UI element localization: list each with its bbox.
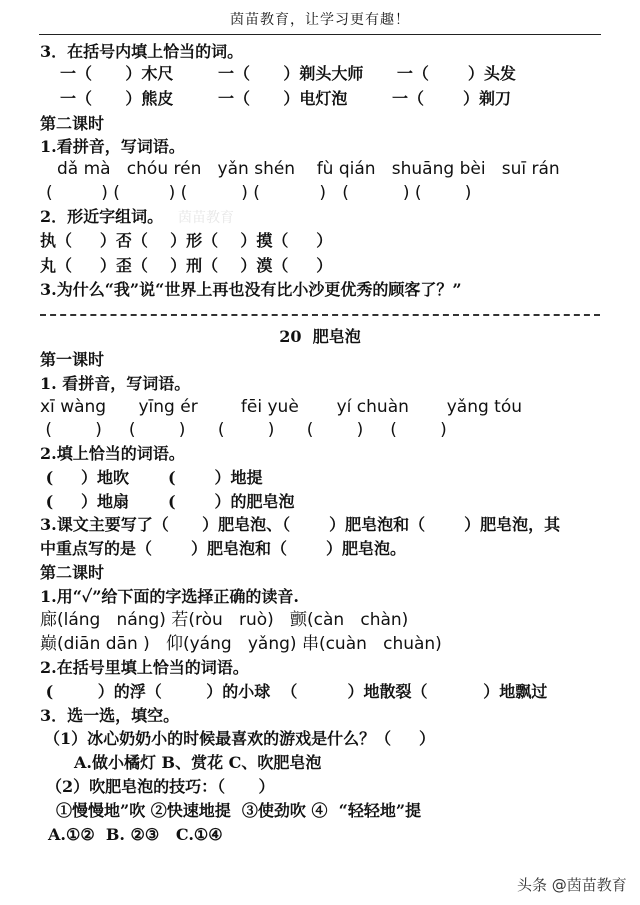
- pinyin-question-title: 1.看拼音，写词语。: [40, 137, 185, 156]
- fill-words-row-1: ( ）地吹 ( ）地提: [40, 468, 263, 487]
- question-3-row-2: 一（ ）熊皮 一（ ）电灯泡 一（ ）剃刀: [60, 89, 511, 108]
- pronunciation-title: 1.用“✓”给下面的字选择正确的读音.: [40, 587, 300, 606]
- pinyin-words: xī wàng yīng ér fēi yuè yí chuàn yǎng tóu: [40, 397, 523, 417]
- choose-sub-1-options: A.做小橘灯 B、赏花 C、吹肥皂泡: [74, 753, 322, 772]
- choose-sub-1: （1）冰心奶奶小的时候最喜欢的游戏是什么？（ ）: [44, 729, 435, 748]
- source-watermark: 头条 @茵苗教育: [517, 876, 627, 894]
- lesson-title: 20 肥皂泡: [279, 327, 361, 346]
- pinyin-answer-blanks: ( ) ( ) ( ) ( ) ( ): [40, 420, 447, 440]
- fill-words-title: 2.填上恰当的词语。: [40, 444, 185, 463]
- open-question: 3.为什么“我”说“世界上再也没有比小沙更优秀的顾客了？”: [40, 280, 462, 299]
- pronunciation-row-2: 巅(diān dān ) 仰(yáng yǎng) 串(cuàn chuàn): [40, 634, 442, 654]
- header-slogan: 茵苗教育，让学习更有趣！: [230, 12, 410, 28]
- choose-sub-2: （2）吹肥皂泡的技巧：（ ）: [46, 777, 275, 796]
- similar-chars-title: 2．形近字组词。: [40, 207, 164, 226]
- pinyin-question-title: 1. 看拼音，写词语。: [40, 374, 191, 393]
- choose-title: 3．选一选，填空。: [40, 706, 180, 725]
- lesson-2-heading: 第二课时: [40, 563, 105, 582]
- lesson-1-heading: 第一课时: [40, 350, 105, 369]
- answer-dashed-line: [40, 314, 600, 316]
- lesson-2-heading: 第二课时: [40, 114, 105, 133]
- choose-sub-2-items: ①慢慢地”吹 ②快速地提 ③使劲吹 ④ “轻轻地”提: [56, 801, 422, 820]
- question-3-title: 3．在括号内填上恰当的词。: [40, 42, 244, 61]
- similar-chars-row-2: 丸（ ）歪（ ）刑（ ）漠（ ）: [40, 256, 333, 275]
- fill-words-row-2: ( ）地扇 ( ）的肥皂泡: [40, 492, 295, 511]
- header-divider: [39, 34, 601, 35]
- similar-chars-row-1: 执（ ）否（ ）形（ ）摸（ ）: [40, 231, 333, 250]
- pinyin-answer-blanks: ( ) ( ) ( ) ( ) ( ) ( ): [46, 183, 472, 203]
- fill-brackets-row: ( ）的浮（ ）的小球 （ ）地散裂（ ）地飘过: [40, 682, 548, 701]
- fill-brackets-title: 2.在括号里填上恰当的词语。: [40, 658, 249, 677]
- pronunciation-row-1: 廊(láng náng) 若(ròu ruò) 颤(càn chàn): [40, 610, 409, 630]
- summary-question-line-1: 3.课文主要写了（ ）肥皂泡、（ ）肥皂泡和（ ）肥皂泡，其: [40, 515, 561, 534]
- question-3-row-1: 一（ ）木尺 一（ ）剃头大师 一（ ）头发: [60, 64, 516, 83]
- pinyin-words: dǎ mà chóu rén yǎn shén fù qián shuāng bèi suī rán: [57, 159, 560, 179]
- summary-question-line-2: 中重点写的是（ ）肥皂泡和（ ）肥皂泡。: [40, 539, 406, 558]
- watermark: 茵苗教育: [178, 210, 234, 226]
- choose-sub-2-options: A.①② B. ②③ C.①④: [48, 825, 223, 844]
